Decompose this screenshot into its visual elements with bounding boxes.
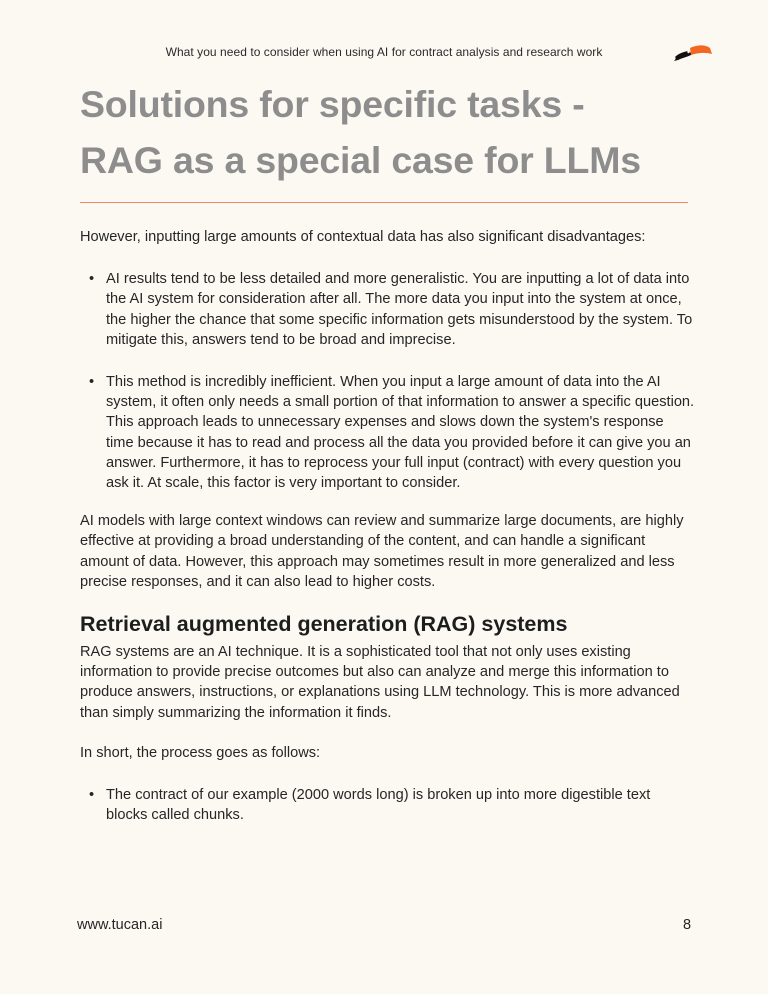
running-header: What you need to consider when using AI for contract analysis and research work — [165, 45, 603, 59]
intro-paragraph: However, inputting large amounts of contextual data has also significant disadvantages: — [80, 229, 646, 245]
page-content — [80, 227, 695, 825]
rag-description: RAG systems are an AI technique. It is a sophisticated tool that not only uses existing information to provide precise outcomes but also can analyze and merge this information to produce answers, instructions, or explanations using LLM technology. This is more advanced than simply summarizing the information it finds. — [80, 644, 680, 721]
summary-paragraph: AI models with large context windows can review and summarize large documents, are highly effective at providing a broad understanding of the content, and can handle a significant amount of data. However, this approach may sometimes result in more generalized and less precise responses, and it can also lead to higher costs. — [80, 513, 684, 590]
process-intro: In short, the process goes as follows: — [80, 744, 321, 761]
process-steps-list — [80, 785, 695, 825]
title-divider — [80, 202, 688, 203]
page-title-line-1: Solutions for specific tasks - — [80, 83, 585, 125]
list-item-text: This method is incredibly inefficient. When you input a large amount of data into the AI system, it often only needs a small portion of that information to answer a specific question. This approach leads to unnecessary expenses and slows down the system's response time because it has to read and process all the data you provided before it can give you an answer. Furthermore, it has to reprocess your full input (contract) with every question you ask it. At scale, this factor is very important to consider. — [106, 374, 695, 492]
toucan-eye — [687, 51, 689, 53]
page-title — [80, 76, 700, 188]
footer-url-link[interactable]: www.tucan.ai — [77, 917, 163, 933]
disadvantages-list — [80, 269, 695, 493]
list-item-text: AI results tend to be less detailed and more generalistic. You are inputting a lot of data into the AI system for consideration after all. The more data you input into the system at once, the higher the chance that some specific information gets misunderstood by the system. To mitigate this, answers tend to be broad and imprecise. — [106, 271, 693, 348]
toucan-logo-icon — [672, 43, 714, 63]
list-item — [80, 785, 695, 825]
bullet-icon: • — [89, 271, 95, 288]
page-number: 8 — [683, 917, 692, 933]
bullet-icon: • — [89, 374, 95, 391]
bullet-icon: • — [89, 787, 95, 804]
section-heading-rag: Retrieval augmented generation (RAG) systems — [80, 612, 568, 637]
list-item — [80, 372, 695, 493]
page-title-line-2: RAG as a special case for LLMs — [80, 139, 641, 181]
list-item-text: The contract of our example (2000 words long) is broken up into more digestible text blocks called chunks. — [106, 787, 651, 824]
list-item — [80, 269, 695, 350]
toucan-beak — [690, 45, 712, 55]
